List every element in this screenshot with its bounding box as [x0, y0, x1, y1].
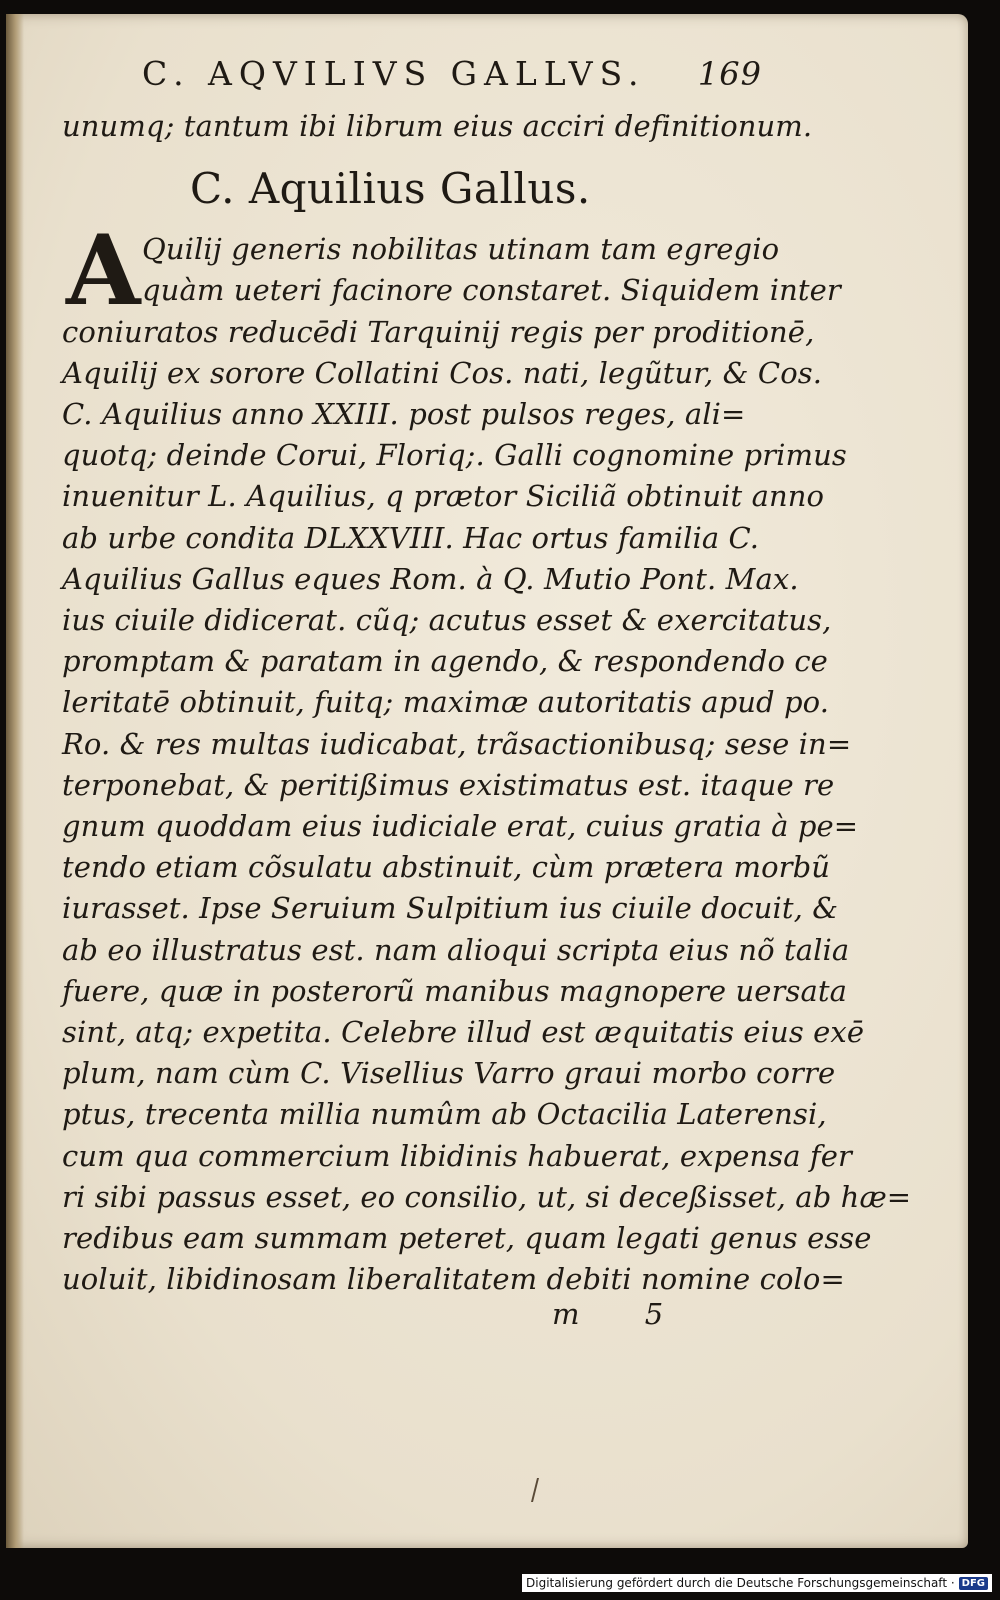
body-line: fuere, quæ in posterorũ manibus magnopere uersata [62, 973, 847, 1008]
body-line: iurasset. Ipse Seruium Sulpitium ius ciuile docuit, & [62, 891, 839, 926]
ink-mark [531, 1478, 545, 1502]
body-line: promptam & paratam in agendo, & respondendo ce [62, 644, 828, 679]
body-line: leritatē obtinuit, fuitq; maximæ autoritatis apud po. [62, 685, 830, 720]
body-line: redibus eam summam peteret, quam legati genus esse [62, 1221, 872, 1256]
body-line: ius ciuile didicerat. cũq; acutus esset & exercitatus, [62, 603, 832, 638]
body-line: quotq; deinde Corui, Floriq;. Galli cognomine primus [62, 438, 847, 473]
catchword-signature: m 5 [552, 1297, 692, 1331]
credit-text: Digitalisierung gefördert durch die Deutsche Forschungsgemeinschaft · [526, 1576, 955, 1590]
body-line: ab eo illustratus est. nam alioqui scripta eius nõ talia [62, 932, 850, 967]
body-line: quàm ueteri facinore constaret. Siquidem inter [142, 273, 841, 308]
body-line: tendo etiam cõsulatu abstinuit, cùm prætera morbũ [62, 850, 831, 885]
body-line: C. Aquilius anno XXIII. post pulsos reges, ali= [62, 397, 746, 432]
body-line: sint, atq; expetita. Celebre illud est æquitatis eius exē [62, 1015, 865, 1050]
body-line: gnum quoddam eius iudiciale erat, cuius gratia à pe= [62, 809, 859, 844]
footer-bar [0, 1548, 1000, 1600]
body-line: ri sibi passus esset, eo consilio, ut, si deceßisset, ab hæ= [62, 1179, 912, 1214]
body-line: Quilij generis nobilitas utinam tam egregio [142, 232, 780, 267]
text-block [62, 54, 912, 1300]
body-line: ab urbe condita DLXXVIII. Hac ortus familia C. [62, 520, 760, 555]
folio-number: 169 [697, 55, 762, 93]
drop-cap: A [66, 214, 141, 328]
digitization-credit [522, 1574, 992, 1592]
dfg-logo: DFG [959, 1577, 988, 1590]
body-line: terponebat, & peritißimus existimatus est. itaque re [62, 767, 835, 802]
continuation-line: unumq; tantum ibi librum eius acciri definitionum. [62, 109, 813, 143]
running-head-title: C. AQVILIVS GALLVS. [142, 54, 646, 93]
body-line: coniuratos reducēdi Tarquinij regis per proditionē, [62, 314, 815, 349]
body-line: inuenitur L. Aquilius, q prætor Siciliã obtinuit anno [62, 479, 825, 514]
running-head [62, 54, 762, 102]
section-title: C. Aquilius Gallus. [190, 164, 591, 214]
paragraph [62, 214, 912, 1300]
body-line: plum, nam cùm C. Visellius Varro graui morbo corre [62, 1056, 836, 1091]
body-line: uoluit, libidinosam liberalitatem debiti nomine colo= [62, 1262, 845, 1297]
body-line: Aquilius Gallus eques Rom. à Q. Mutio Pont. Max. [62, 561, 799, 596]
page-gutter-shadow [6, 14, 24, 1548]
body-line: ptus, trecenta millia numûm ab Octacilia Laterensi, [62, 1097, 827, 1132]
body-line: Aquilij ex sorore Collatini Cos. nati, legũtur, & Cos. [62, 355, 823, 390]
book-page [6, 14, 968, 1548]
body-line: Ro. & res multas iudicabat, trãsactionibusq; sese in= [62, 726, 852, 761]
body-line: cum qua commercium libidinis habuerat, expensa fer [62, 1138, 852, 1173]
